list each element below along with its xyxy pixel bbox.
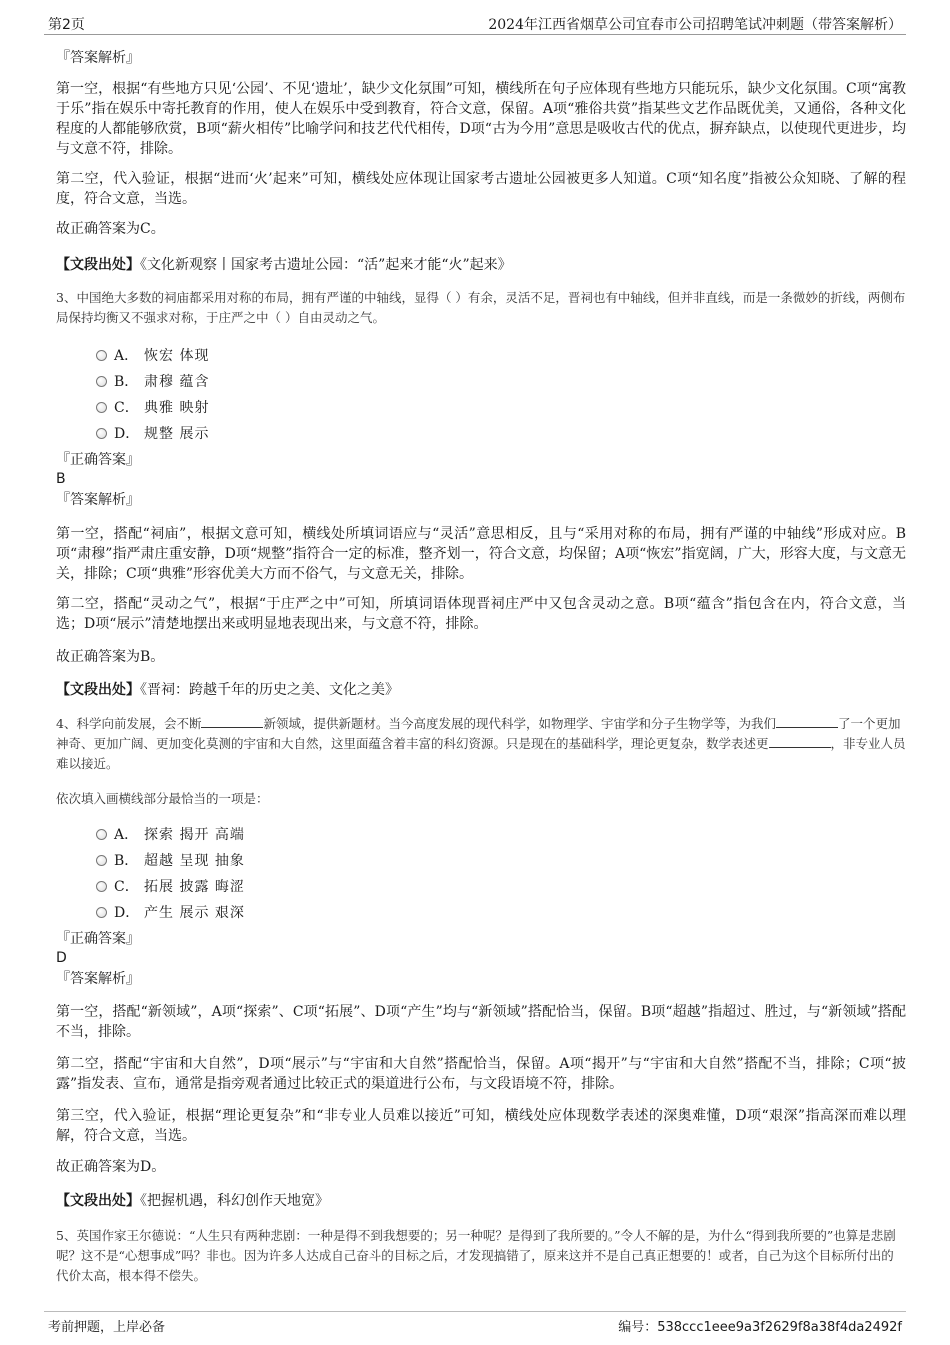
blank-line (201, 715, 263, 728)
q4-source-label: 【文段出处】 (56, 1193, 140, 1209)
q2-analysis-label: 『答案解析』 (56, 50, 140, 66)
q4-analysis-para-2: 第二空，搭配“宇宙和大自然”，D项“展示”与“宇宙和大自然”搭配恰当，保留。A项“揭开”与“宇宙和大自然”搭配不当，排除；C项“披露”指发表、宣布，通常是指旁观者通过比较正式的渠道进行公布，与文段语境不符，排除。 (56, 1056, 906, 1092)
page-header (44, 12, 906, 35)
option-text: 典雅 映射 (144, 400, 210, 416)
q4-source (56, 1191, 906, 1212)
q4-stem-part-4: ，非专业人员难以接近。 (56, 736, 906, 771)
radio-icon[interactable] (96, 402, 107, 413)
option-letter: C． (114, 879, 139, 895)
q4-stem-part-2: 新领域，提供新题材。当今高度发展的现代科学，如物理学、宇宙学和分子生物学等，为我们 (263, 716, 776, 731)
radio-icon[interactable] (96, 350, 107, 361)
option-letter: D． (114, 426, 140, 442)
q3-stem: 3、中国绝大多数的祠庙都采用对称的布局，拥有严谨的中轴线，显得（ ）有余，灵活不足，晋祠也有中轴线，但并非直线，而是一条微妙的折线，两侧布局保持均衡又不强求对称，于庄严之中（ ）自由灵动之气。 (56, 290, 906, 325)
q3-analysis-label: 『答案解析』 (56, 492, 140, 508)
radio-icon[interactable] (96, 855, 107, 866)
option-text: 拓展 披露 晦涩 (144, 879, 245, 895)
option-letter: D． (114, 905, 140, 921)
q3-correct-value: B (56, 471, 66, 487)
radio-icon[interactable] (96, 376, 107, 387)
q2-analysis-para-2: 第二空，代入验证，根据“进而‘火’起来”可知，横线处应体现让国家考古遗址公园被更多人知道。C项“知名度”指被公众知晓、了解的程度，符合文意，当选。 (56, 171, 906, 207)
option-text: 恢宏 体现 (144, 348, 210, 364)
option-text: 规整 展示 (144, 426, 210, 442)
q2-source (56, 255, 906, 276)
blank-line (769, 735, 831, 748)
q4-source-text: 《把握机遇，科幻创作天地宽》 (140, 1193, 329, 1209)
q3-conclusion: 故正确答案为B。 (56, 649, 165, 665)
q4-conclusion: 故正确答案为D。 (56, 1159, 166, 1175)
q4-analysis-para-1: 第一空，搭配“新领域”，A项“探索”、C项“拓展”、D项“产生”均与“新领域”搭配恰当，保留。B项“超越”指超过、胜过，与“新领域”搭配不当，排除。 (56, 1004, 906, 1040)
option-letter: B． (114, 853, 139, 869)
q4-correct-value: D (56, 950, 67, 966)
radio-icon[interactable] (96, 907, 107, 918)
q3-source-label: 【文段出处】 (56, 682, 140, 698)
blank-line (776, 715, 838, 728)
option-text: 产生 展示 艰深 (144, 905, 245, 921)
q3-source-text: 《晋祠：跨越千年的历史之美、文化之美》 (140, 682, 399, 698)
q3-analysis-para-2: 第二空，搭配“灵动之气”，根据“于庄严之中”可知，所填词语体现晋祠庄严中又包含灵动之意。B项“蕴含”指包含在内，符合文意，当选；D项“展示”清楚地摆出来或明显地表现出来，与文意不符，排除。 (56, 596, 906, 632)
q4-analysis-para-3: 第三空，代入验证，根据“理论更复杂”和“非专业人员难以接近”可知，横线处应体现数学表述的深奥难懂，D项“艰深”指高深而难以理解，符合文意，当选。 (56, 1108, 906, 1144)
footer-slogan: 考前押题，上岸必备 (48, 1320, 166, 1335)
q2-analysis-para-1: 第一空，根据“有些地方只见‘公园’、不见‘遗址’，缺少文化氛围”可知，横线所在句子应体现有些地方只能玩乐，缺少文化氛围。C项“寓教于乐”指在娱乐中寄托教育的作用，使人在娱乐中受到教育，符合文意，保留。A项“雅俗共赏”指某些文艺作品既优美，又通俗，各种文化程度的人都能够欣赏，B项“薪火相传”比喻学问和技艺代代相传，D项“古为今用”意思是吸收古代的优点，摒弃缺点，以使现代更进步，均与文意不符，排除。 (56, 81, 906, 157)
document-code (618, 1316, 902, 1335)
code-value: 538ccc1eee9a3f2629f8a38f4da2492f (657, 1320, 902, 1335)
radio-icon[interactable] (96, 829, 107, 840)
option-letter: C． (114, 400, 139, 416)
option-text: 探索 揭开 高端 (144, 827, 245, 843)
option-text: 超越 呈现 抽象 (144, 853, 245, 869)
q3-source (56, 680, 906, 701)
q4-stem (56, 714, 906, 774)
q4-correct-label: 『正确答案』 (56, 931, 140, 947)
option-letter: A． (114, 348, 139, 364)
code-label: 编号： (618, 1320, 658, 1335)
q4-stem-part-1: 4、科学向前发展，会不断 (56, 716, 202, 731)
page-number: 第2页 (48, 17, 85, 33)
q3-analysis-para-1: 第一空，搭配“祠庙”，根据文意可知，横线处所填词语应与“灵活”意思相反，且与“采用对称的布局，拥有严谨的中轴线”形成对应。B项“肃穆”指严肃庄重安静，D项“规整”指符合一定的标准，整齐划一，符合文意，均保留；A项“恢宏”指宽阔，广大，形容大度，与文意无关，排除；C项“典雅”形容优美大方而不俗气，与文意无关，排除。 (56, 526, 906, 582)
option-letter: A． (114, 827, 139, 843)
q4-stem-part-3: 了一个更加神奇、更加广阔、更加变化莫测的宇宙和大自然，这里面蕴含着丰富的科幻资源。只是现在的基础科学，理论更复杂，数学表述更 (56, 716, 901, 751)
page-footer (44, 1311, 906, 1338)
radio-icon[interactable] (96, 428, 107, 439)
document-title: 2024年江西省烟草公司宜春市公司招聘笔试冲刺题（带答案解析） (488, 17, 902, 33)
q4-prompt: 依次填入画横线部分最恰当的一项是： (56, 791, 269, 806)
option-letter: B． (114, 374, 139, 390)
q2-source-text: 《文化新观察丨国家考古遗址公园：“活”起来才能“火”起来》 (140, 257, 512, 273)
q5-stem: 5、英国作家王尔德说：“人生只有两种悲剧：一种是得不到我想要的；另一种呢？是得到了我所要的。”令人不解的是，为什么“得到我所要的”也算是悲剧呢？这不是“心想事成”吗？非也。因为许多人达成自己奋斗的目标之后，才发现搞错了，原来这并不是自己真正想要的！或者，自己为这个目标所付出的代价太高，根本得不偿失。 (56, 1228, 896, 1283)
q2-source-label: 【文段出处】 (56, 257, 140, 273)
q2-conclusion: 故正确答案为C。 (56, 221, 165, 237)
option-text: 肃穆 蕴含 (144, 374, 210, 390)
radio-icon[interactable] (96, 881, 107, 892)
q4-analysis-label: 『答案解析』 (56, 971, 140, 987)
q3-correct-label: 『正确答案』 (56, 452, 140, 468)
